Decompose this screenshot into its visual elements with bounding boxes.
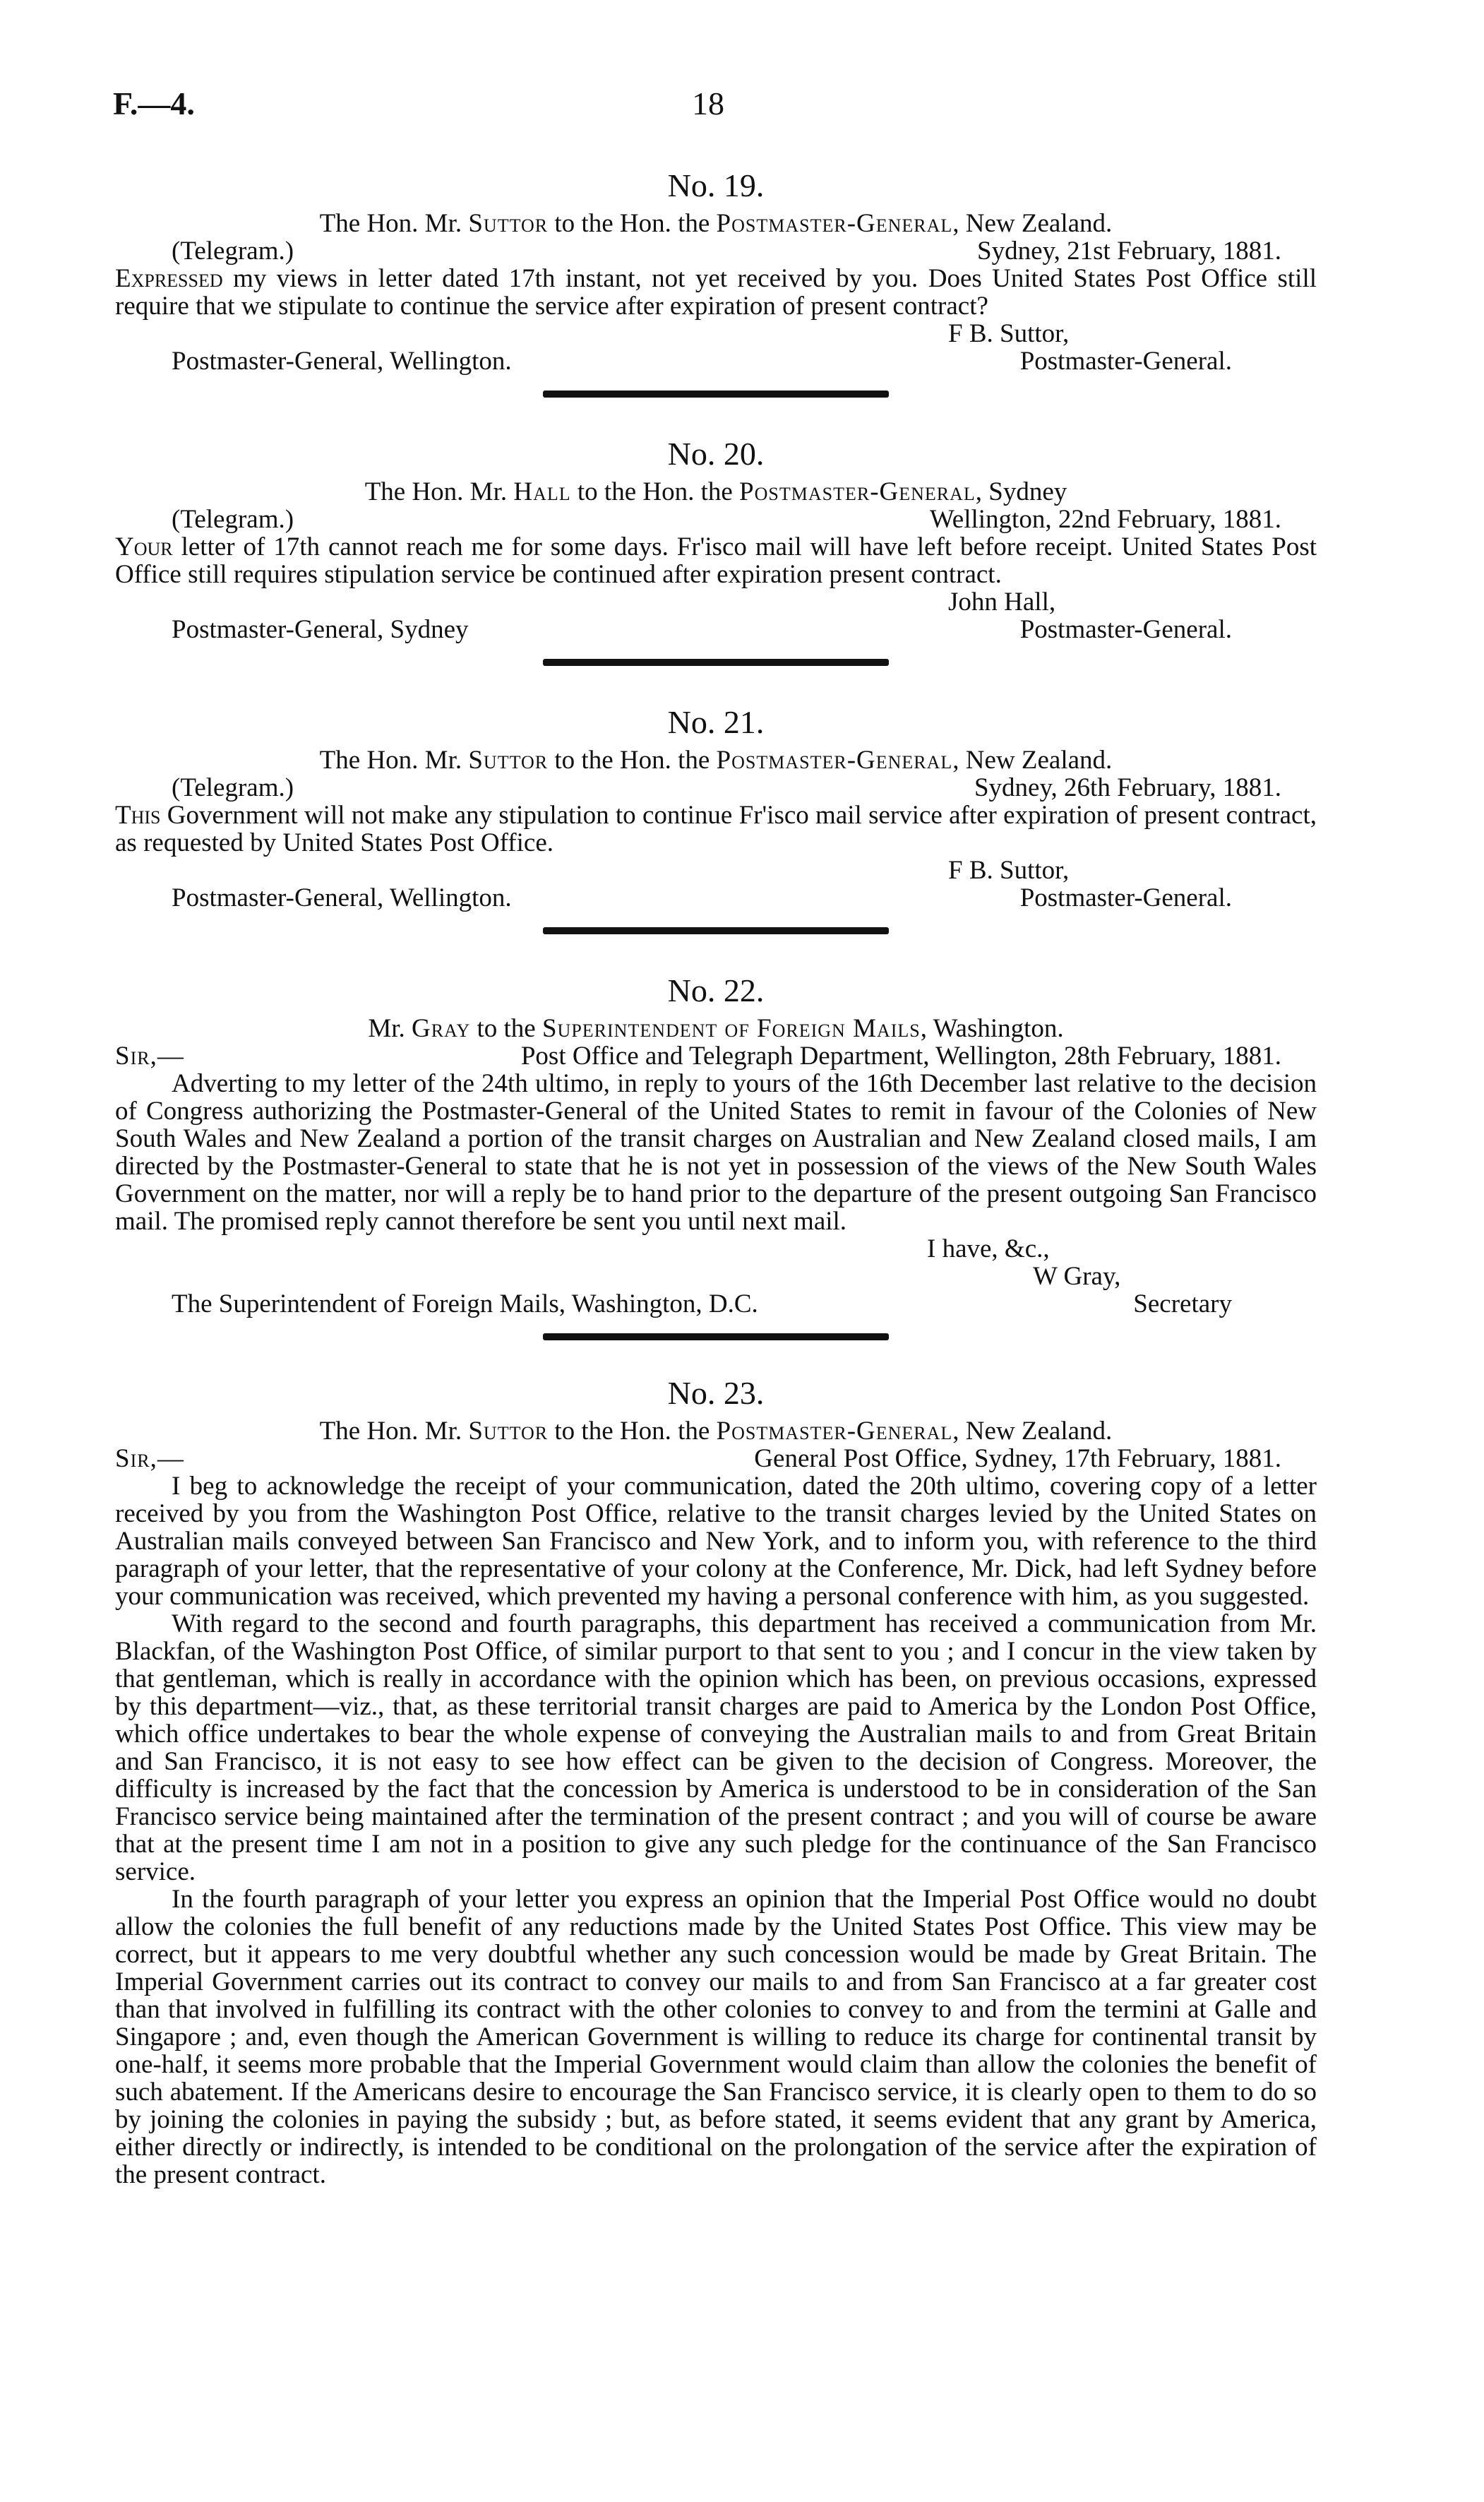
signature: John Hall, bbox=[948, 588, 1056, 616]
addressee-line bbox=[115, 616, 1317, 643]
section-number: No. 22. bbox=[667, 972, 765, 1008]
telegram-label: (Telegram.) bbox=[172, 773, 294, 802]
salutation: Sir,— bbox=[115, 1042, 184, 1071]
message-body: This Government will not make any stipulation to continue Fr'isco mail service after expiration of present contract, as requested by United States Post Office. bbox=[115, 801, 1317, 857]
telegram-label: (Telegram.) bbox=[172, 237, 294, 266]
addressee: Postmaster-General, Sydney bbox=[172, 615, 469, 644]
signer-title: Postmaster-General. bbox=[1019, 883, 1232, 912]
sender-name: Hall bbox=[513, 477, 571, 506]
section-divider bbox=[543, 927, 889, 934]
telegram-line bbox=[115, 774, 1317, 802]
section-21 bbox=[115, 703, 1317, 950]
section-heading: The Hon. Mr. Suttor to the Hon. the Postmaster-General, New Zealand. bbox=[319, 746, 1113, 775]
section-23 bbox=[115, 1374, 1317, 2188]
section-number: No. 21. bbox=[667, 704, 765, 740]
place-date: Sydney, 26th February, 1881. bbox=[974, 773, 1281, 802]
addressee-line bbox=[115, 884, 1317, 912]
recipient-name: Postmaster-General bbox=[716, 746, 953, 775]
place-date: Post Office and Telegraph Department, Wellington, 28th February, 1881. bbox=[520, 1042, 1281, 1071]
signature: W Gray, bbox=[1033, 1262, 1121, 1291]
signer-title: Secretary bbox=[1133, 1289, 1232, 1318]
page-number: 18 bbox=[692, 85, 724, 121]
telegram-line bbox=[115, 237, 1317, 265]
section-number: No. 19. bbox=[667, 167, 765, 203]
sender-name: Gray bbox=[412, 1014, 471, 1043]
section-divider bbox=[543, 659, 889, 666]
salutation-line bbox=[115, 1445, 1317, 1472]
document-reference: F.—4. bbox=[113, 85, 195, 121]
message-body: Your letter of 17th cannot reach me for some days. Fr'isco mail will have left before receipt. United States Post Office still requires stipulation service be continued after expiration present contract. bbox=[115, 532, 1317, 589]
section-divider bbox=[543, 1333, 889, 1340]
section-heading: Mr. Gray to the Superintendent of Foreign Mails, Washington. bbox=[368, 1014, 1064, 1043]
section-heading: The Hon. Mr. Suttor to the Hon. the Postmaster-General, New Zealand. bbox=[319, 209, 1113, 238]
message-body: Expressed my views in letter dated 17th instant, not yet received by you. Does United States Post Office still require that we stipulate to continue the service after expiration of present contract? bbox=[115, 264, 1317, 321]
recipient-name: Postmaster-General bbox=[716, 1417, 953, 1446]
signature: F B. Suttor, bbox=[948, 856, 1070, 885]
addressee-line bbox=[115, 1290, 1317, 1318]
addressee: The Superintendent of Foreign Mails, Washington, D.C. bbox=[172, 1289, 758, 1318]
place-date: Sydney, 21st February, 1881. bbox=[977, 237, 1281, 266]
section-19 bbox=[115, 166, 1317, 413]
section-20 bbox=[115, 434, 1317, 681]
letter-paragraph-2: With regard to the second and fourth paragraphs, this department has received a communication from Mr. Blackfan, of the Washington Post Office, of similar purport to that sent to you ; and I concur in the view taken by that gentleman, which is really in accordance with the opinion which has been, on previous occasions, expressed by this department—viz., that, as these territorial transit charges are paid to America by the London Post Office, which office undertakes to bear the whole expense of conveying the Australian mails to and from Great Britain and San Francisco, it is not easy to see how effect can be given to the decision of Congress. Moreover, the difficulty is increased by the fact that the concession by America is understood to be in consideration of the San Francisco service being maintained after the termination of the present contract ; and you will of course be aware that at the present time I am not in a position to give any such pledge for the continuance of the San Francisco service. bbox=[115, 1609, 1317, 1886]
letter-body: Adverting to my letter of the 24th ultimo, in reply to yours of the 16th December last relative to the decision of Congress authorizing the Postmaster-General of the United States to remit in favour of the Colonies of New South Wales and New Zealand a portion of the transit charges on Australian and New Zealand closed mails, I am directed by the Postmaster-General to state that he is not yet in possession of the views of the New South Wales Government on the matter, nor will a reply be to hand prior to the departure of the present outgoing San Francisco mail. The promised reply cannot therefore be sent you until next mail. bbox=[115, 1069, 1317, 1236]
section-number: No. 23. bbox=[667, 1375, 765, 1411]
recipient-name: Superintendent of Foreign Mails bbox=[541, 1014, 921, 1043]
sender-name: Suttor bbox=[468, 1417, 549, 1446]
telegram-line bbox=[115, 506, 1317, 533]
telegram-label: (Telegram.) bbox=[172, 505, 294, 534]
salutation: Sir,— bbox=[115, 1444, 184, 1473]
place-date: Wellington, 22nd February, 1881. bbox=[929, 505, 1281, 534]
recipient-name: Postmaster-General bbox=[716, 209, 953, 238]
letter-paragraph-1: I beg to acknowledge the receipt of your communication, dated the 20th ultimo, covering copy of a letter received by you from the Washington Post Office, relative to the transit charges levied by the United States on Australian mails conveyed between San Francisco and New York, and to inform you, with reference to the third paragraph of your letter, that the representative of your colony at the Conference, Mr. Dick, had left Sydney before your communication was received, which prevented my having a personal conference with him, as you suggested. bbox=[115, 1472, 1317, 1611]
addressee-line bbox=[115, 347, 1317, 375]
section-22 bbox=[115, 971, 1317, 1356]
sender-name: Suttor bbox=[468, 746, 549, 775]
place-date: General Post Office, Sydney, 17th February, 1881. bbox=[754, 1444, 1281, 1473]
recipient-name: Postmaster-General bbox=[739, 477, 976, 506]
signer-title: Postmaster-General. bbox=[1019, 347, 1232, 376]
signer-title: Postmaster-General. bbox=[1019, 615, 1232, 644]
section-number: No. 20. bbox=[667, 436, 765, 472]
addressee: Postmaster-General, Wellington. bbox=[172, 883, 512, 912]
letter-paragraph-3: In the fourth paragraph of your letter you express an opinion that the Imperial Post Office would no doubt allow the colonies the full benefit of any reductions made by the United States Post Office. This view may be correct, but it appears to me very doubtful whether any such concession would be made by Great Britain. The Imperial Government carries out its contract to convey our mails to and from San Francisco at a far greater cost than that involved in fulfilling its contract with the other colonies to convey to and from the termini at Galle and Singapore ; and, even though the American Government is willing to reduce its charge for continental transit by one-half, it seems more probable that the Imperial Government would claim than allow the colonies the benefit of such abatement. If the Americans desire to encourage the San Francisco service, it is clearly open to them to do so by joining the colonies in paying the subsidy ; but, as before stated, it seems evident that any grant by America, either directly or indirectly, is intended to be conditional on the prolongation of the service after the expiration of the present contract. bbox=[115, 1885, 1317, 2189]
section-heading: The Hon. Mr. Suttor to the Hon. the Postmaster-General, New Zealand. bbox=[319, 1417, 1113, 1446]
sender-name: Suttor bbox=[468, 209, 549, 238]
closing: I have, &c., bbox=[927, 1234, 1050, 1263]
section-heading: The Hon. Mr. Hall to the Hon. the Postmaster-General, Sydney bbox=[364, 477, 1067, 506]
salutation-line bbox=[115, 1042, 1317, 1070]
addressee: Postmaster-General, Wellington. bbox=[172, 347, 512, 376]
signature: F B. Suttor, bbox=[948, 319, 1070, 348]
section-divider bbox=[543, 391, 889, 398]
